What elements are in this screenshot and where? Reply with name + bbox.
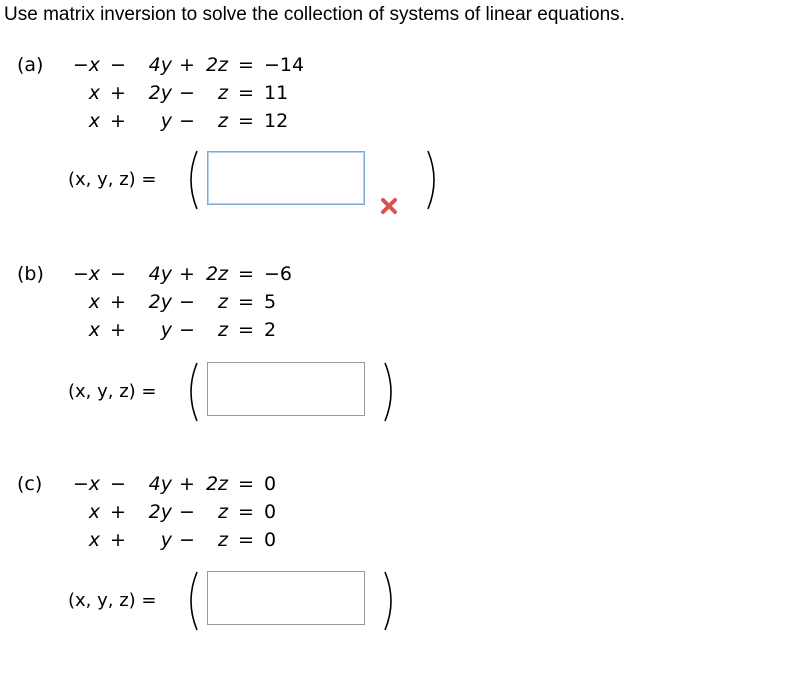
right-paren-icon bbox=[423, 149, 443, 211]
part-label: (c) bbox=[17, 473, 43, 495]
right-paren-icon bbox=[380, 570, 400, 632]
answer-input[interactable] bbox=[207, 151, 365, 205]
part-b: (b) −x − 4y + 2z = −6 x + 2y − z = 5 x + y − z = 2 (x, y, z) = bbox=[0, 263, 808, 473]
left-paren-icon bbox=[182, 570, 202, 632]
answer-input[interactable] bbox=[207, 571, 365, 625]
part-c: (c) −x − 4y + 2z = 0 x + 2y − z = 0 x + y − z = 0 (x, y, z) = bbox=[0, 473, 808, 683]
incorrect-x-icon bbox=[378, 195, 400, 217]
part-label: (b) bbox=[17, 263, 44, 285]
instruction-text: Use matrix inversion to solve the collection of systems of linear equations. bbox=[4, 4, 625, 25]
right-paren-icon bbox=[380, 361, 400, 423]
left-paren-icon bbox=[182, 149, 202, 211]
left-paren-icon bbox=[182, 361, 202, 423]
answer-input[interactable] bbox=[207, 362, 365, 416]
part-a: (a) −x − 4y + 2z = −14 x + 2y − z = 11 x + y − z = 12 (x, y, z) = bbox=[0, 54, 808, 264]
part-label: (a) bbox=[17, 54, 44, 76]
answer-label: (x, y, z) = bbox=[68, 381, 157, 402]
answer-label: (x, y, z) = bbox=[68, 590, 157, 611]
answer-label: (x, y, z) = bbox=[68, 169, 157, 190]
